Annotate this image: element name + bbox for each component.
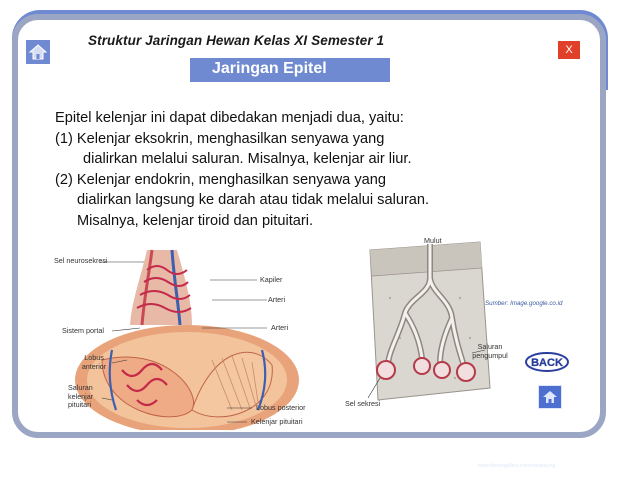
label-arteri-1: Arteri	[268, 295, 286, 304]
label-mulut: Mulut	[424, 236, 442, 245]
item1-line1: (1) Kelenjar eksokrin, menghasilkan senyawa yang	[55, 130, 385, 147]
label-saluran-pengumpul: Saluran pengumpul	[472, 342, 508, 360]
label-kapiler: Kapiler	[260, 275, 283, 284]
close-button[interactable]: X	[557, 40, 581, 60]
header-title: Struktur Jaringan Hewan Kelas XI Semester 1	[88, 33, 385, 48]
exocrine-gland-illustration	[360, 238, 495, 408]
item2-line1: (2) Kelenjar endokrin, menghasilkan senyawa yang	[55, 171, 386, 188]
label-lobus-anterior: Lobus anterior	[81, 353, 107, 371]
intro-text: Epitel kelenjar ini dapat dibedakan menjadi dua, yaitu:	[55, 110, 404, 126]
page-title: Jaringan Epitel	[212, 60, 327, 77]
body-text	[55, 108, 555, 231]
back-button-label: BACK	[531, 357, 563, 369]
footer-text: www.themegallery.com/nowplaying	[478, 463, 556, 469]
label-arteri-2: Arteri	[271, 323, 289, 332]
label-sel-sekresi: Sel sekresi	[345, 399, 381, 408]
label-lobus-posterior: Lobus posterior	[256, 403, 306, 412]
item2-line2: dialirkan langsung ke darah atau tidak melalui saluran.	[77, 192, 430, 208]
nav-home-button[interactable]	[538, 385, 562, 409]
label-saluran-kelenjar-pituitari: Saluran kelenjar pituitari	[68, 383, 94, 409]
home-button[interactable]	[24, 38, 52, 66]
item2-line3: Misalnya, kelenjar tiroid dan pituitari.	[77, 212, 314, 229]
home-icon	[29, 44, 47, 60]
label-kelenjar-pituitari: Kelenjar pituitari	[251, 417, 303, 426]
label-sistem-portal: Sistem portal	[62, 326, 104, 335]
label-sel-neurosekresi: Sel neurosekresi	[54, 256, 108, 265]
home-icon	[542, 390, 558, 404]
image-source: Sumber: Image.google.co.id	[485, 300, 563, 307]
item1-line2: dialirkan melalui saluran. Misalnya, kelenjar air liur.	[83, 151, 412, 167]
back-button[interactable]	[524, 352, 570, 372]
